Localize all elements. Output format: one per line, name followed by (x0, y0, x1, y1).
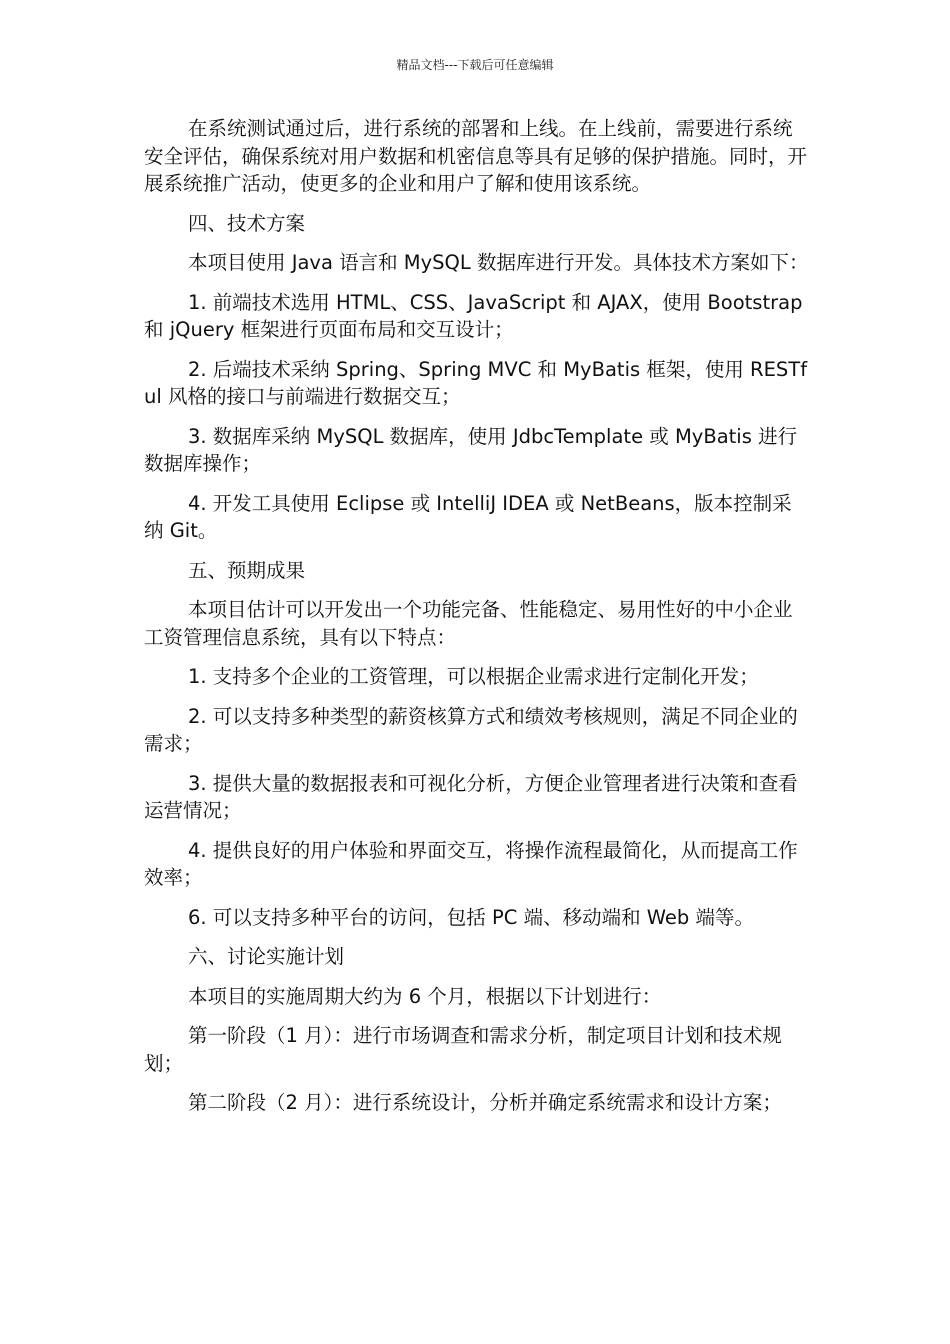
list-item-dev-tools: 4. 开发工具使用 Eclipse 或 IntelliJ IDEA 或 NetBeans，版本控制采纳 Git。 (144, 491, 792, 542)
paragraph-plan-intro: 本项目的实施周期大约为 6 个月，根据以下计划进行： (188, 984, 662, 1008)
paragraph-tech-intro: 本项目使用 Java 语言和 MySQL 数据库进行开发。具体技术方案如下： (188, 251, 809, 274)
paragraph-deployment: 在系统测试通过后，进行系统的部署和上线。在上线前，需要进行系统安全评估，确保系统对用户数据和机密信息等具有足够的保护措施。同时，开展系统推广活动，使更多的企业和用户了解和使用该系统。 (144, 117, 808, 195)
list-item-database: 3. 数据库采纳 MySQL 数据库，使用 JdbcTemplate 或 MyBatis 进行数据库操作； (144, 424, 798, 475)
list-item-platforms: 6. 可以支持多种平台的访问，包括 PC 端、移动端和 Web 端等。 (188, 905, 754, 929)
list-item-frontend: 1. 前端技术选用 HTML、CSS、JavaScript 和 AJAX，使用 Bootstrap 和 jQuery 框架进行页面布局和交互设计； (144, 290, 803, 341)
list-item-backend: 2. 后端技术采纳 Spring、Spring MVC 和 MyBatis 框架，使用 RESTful 风格的接口与前端进行数据交互； (144, 357, 808, 408)
paragraph-results-intro: 本项目估计可以开发出一个功能完备、性能稳定、易用性好的中小企业工资管理信息系统，具有以下特点： (144, 598, 793, 649)
list-item-phase-two: 第二阶段（2 月）：进行系统设计，分析并确定系统需求和设计方案； (188, 1091, 782, 1114)
section-heading-implementation-plan: 六、讨论实施计划 (188, 945, 345, 968)
list-item-multi-enterprise: 1. 支持多个企业的工资管理，可以根据企业需求进行定制化开发； (188, 665, 759, 688)
section-heading-tech-plan: 四、技术方案 (188, 211, 306, 235)
section-heading-expected-results: 五、预期成果 (188, 558, 306, 582)
document-body (144, 115, 810, 1129)
list-item-reports: 3. 提供大量的数据报表和可视化分析，方便企业管理者进行决策和查看运营情况； (144, 771, 798, 822)
list-item-user-experience: 4. 提供良好的用户体验和界面交互，将操作流程最简化，从而提高工作效率； (144, 838, 798, 889)
list-item-salary-methods: 2. 可以支持多种类型的薪资核算方式和绩效考核规则，满足不同企业的需求； (144, 704, 798, 755)
list-item-phase-one: 第一阶段（1 月）：进行市场调查和需求分析，制定项目计划和技术规划； (144, 1024, 782, 1075)
page-header: 精品文档---下载后可任意编辑 (396, 58, 554, 72)
